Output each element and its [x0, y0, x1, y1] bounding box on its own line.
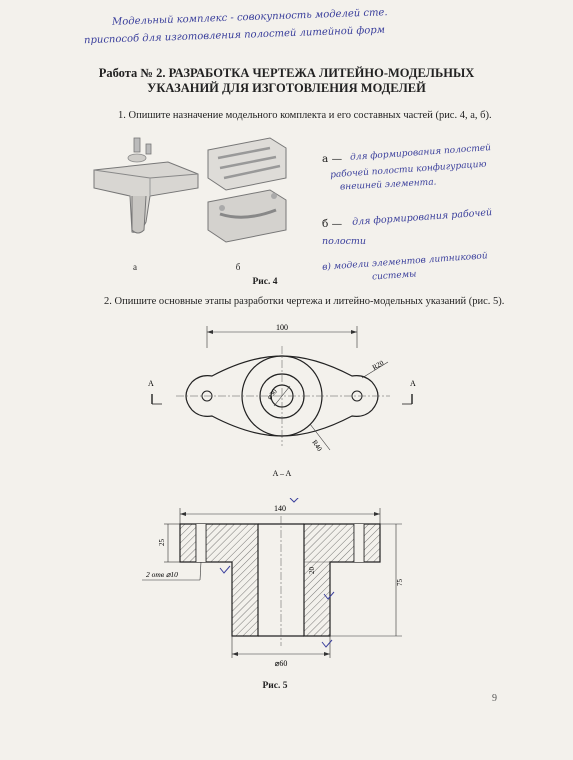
page-number: 9: [492, 693, 497, 704]
answer-c-line-1: в) модели элементов литниковой: [321, 251, 488, 273]
answer-c-line-2: системы: [371, 269, 417, 283]
fig4-label-b: б: [235, 262, 241, 272]
dim-20: 20: [308, 567, 316, 574]
dim-75: 75: [396, 579, 404, 586]
answer-b-line-2: полости: [322, 236, 367, 247]
answer-b-prefix: б —: [322, 218, 343, 230]
answer-a-line-1: для формирования полостей: [349, 143, 492, 163]
dim-r40: R40: [310, 438, 324, 453]
section-label: A – A: [272, 469, 292, 478]
dim-phi30: ⌀30: [265, 387, 279, 402]
fig5-section-view: [140, 498, 440, 678]
dim-2-holes: 2 отв ⌀10: [146, 570, 178, 579]
work-title-line-2: УКАЗАНИЙ ДЛЯ ИЗГОТОВЛЕНИЯ МОДЕЛЕЙ: [147, 81, 426, 95]
dim-100: 100: [276, 323, 288, 332]
section-mark-right: A: [410, 379, 416, 388]
answer-a-prefix: а —: [322, 153, 343, 165]
fig4-illustrations: [80, 130, 320, 270]
handwritten-note-line-2: приспособ для изготовления полостей литейной форм: [83, 24, 386, 47]
question-1: 1. Опишите назначение модельного комплекта и его составных частей (рис. 4, а, б).: [118, 110, 492, 121]
question-2: 2. Опишите основные этапы разработки чертежа и литейно-модельных указаний (рис. 5).: [104, 296, 505, 307]
section-mark-left: A: [148, 379, 154, 388]
dim-r20: R20: [371, 358, 386, 372]
fig4-corebox-b: [208, 138, 286, 242]
fig5-caption: Рис. 5: [262, 681, 288, 691]
answer-b-line-1: для формирования рабочей: [351, 207, 493, 228]
fig4-label-a: а: [133, 262, 137, 272]
fig4-caption: Рис. 4: [252, 277, 278, 287]
fig5-plan-view: [140, 318, 440, 488]
work-title-line-1: Работа № 2. РАЗРАБОТКА ЧЕРТЕЖА ЛИТЕЙНО-МОДЕЛЬНЫХ: [98, 66, 475, 80]
dim-25: 25: [158, 539, 166, 546]
fig4-model-a: [94, 138, 198, 233]
dim-phi60: ⌀60: [274, 659, 288, 668]
handwritten-note-line-1: Модельный комплекс - совокупность моделей сте.: [111, 7, 388, 28]
answer-a-line-2: рабочей полости конфигурацию: [329, 159, 487, 181]
answer-a-line-3: внешней элемента.: [339, 177, 437, 193]
dim-140: 140: [274, 504, 286, 513]
